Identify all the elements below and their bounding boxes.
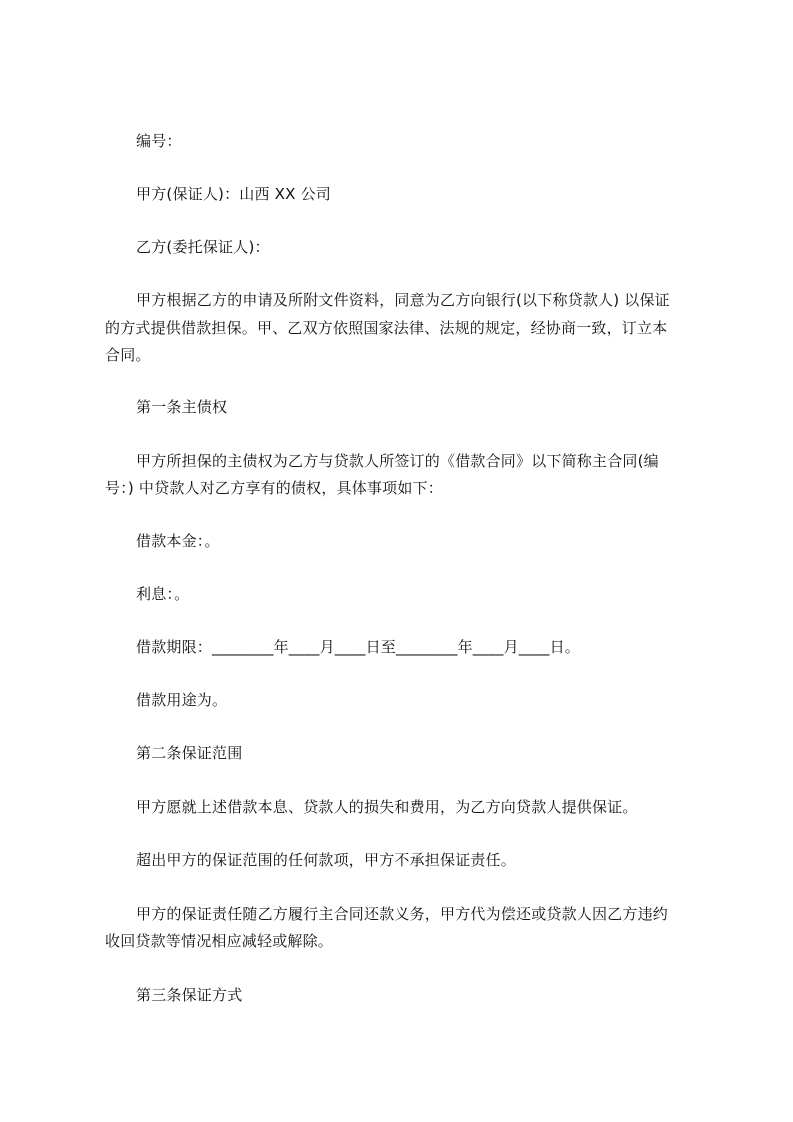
intro-paragraph-line-2: 的方式提供借款担保。甲、乙双方依照国家法律、法规的规定，经协商一致，订立本	[105, 319, 668, 337]
article1-paragraph-line-2: 号：) 中贷款人对乙方享有的债权，具体事项如下：	[105, 479, 443, 497]
party-b-line: 乙方(委托保证人)：	[136, 238, 270, 256]
scope-exclusion-line: 超出甲方的保证范围的任何款项，甲方不承担保证责任。	[136, 851, 517, 869]
interest-line: 利息：。	[136, 585, 190, 603]
intro-paragraph-line-3: 合同。	[105, 346, 151, 364]
liability-reduction-line-2: 收回贷款等情况相应减轻或解除。	[105, 932, 334, 950]
liability-reduction-line-1: 甲方的保证责任随乙方履行主合同还款义务，甲方代为偿还或贷款人因乙方违约	[136, 905, 669, 923]
article1-heading: 第一条主债权	[136, 398, 228, 416]
guarantee-scope-line: 甲方愿就上述借款本息、贷款人的损失和费用，为乙方向贷款人提供保证。	[136, 798, 638, 816]
article1-paragraph-line-1: 甲方所担保的主债权为乙方与贷款人所签订的《借款合同》以下简称主合同(编	[136, 452, 659, 470]
loan-term-line: 借款期限：________年____月____日至________年____月____日。	[136, 638, 581, 656]
loan-principal-line: 借款本金：。	[136, 532, 220, 550]
party-a-line: 甲方(保证人)：山西 XX 公司	[136, 185, 331, 203]
article2-heading: 第二条保证范围	[136, 744, 243, 762]
article3-heading: 第三条保证方式	[136, 986, 243, 1004]
loan-purpose-line: 借款用途为。	[136, 691, 228, 709]
contract-number-label: 编号：	[136, 132, 182, 150]
intro-paragraph-line-1: 甲方根据乙方的申请及所附文件资料，同意为乙方向银行(以下称贷款人) 以保证	[136, 291, 670, 309]
